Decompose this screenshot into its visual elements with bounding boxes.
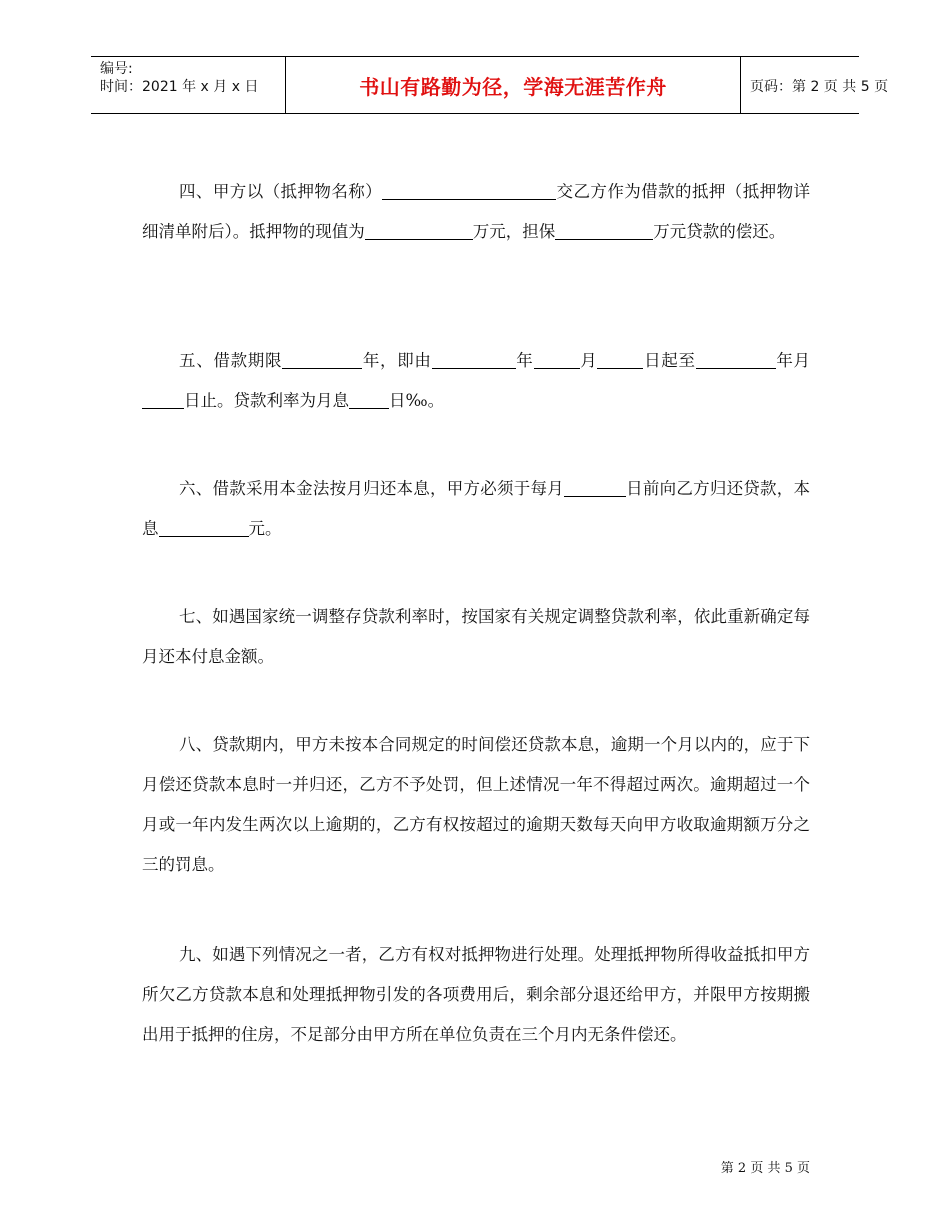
blank-collateral-name xyxy=(382,181,556,200)
blank-repayment-day xyxy=(564,478,626,497)
blank-loan-term xyxy=(282,350,362,369)
clause-5-text-f: 年 xyxy=(775,351,794,370)
clause-7: 七、如遇国家统一调整存贷款利率时，按国家有关规定调整贷款利率，依此重新确定每月还本付息金额。 xyxy=(142,607,810,666)
clause-5-text-d: 月 xyxy=(579,351,598,370)
clause-6 xyxy=(142,469,810,549)
blank-monthly-amount xyxy=(159,518,249,537)
header-page-number: 页码：第 2 页 共 5 页 xyxy=(750,78,889,95)
header-motto-cell xyxy=(285,57,741,114)
header-motto: 书山有路勤为径，学海无涯苦作舟 xyxy=(359,75,667,99)
clause-5-text-i: 日‰。 xyxy=(389,391,445,410)
clause-6-text-a: 六、借款采用本金法按月归还本息，甲方必须于每月 xyxy=(179,479,564,498)
clause-5-text-h: 日止。贷款利率为月息 xyxy=(184,391,349,410)
clause-5-text-a: 五、借款期限 xyxy=(179,351,283,370)
blank-start-year xyxy=(432,350,516,369)
blank-end-year xyxy=(696,350,776,369)
clause-8: 八、贷款期内，甲方未按本合同规定的时间偿还贷款本息，逾期一个月以内的，应于下月偿还贷款本息时一并归还，乙方不予处罚，但上述情况一年不得超过两次。逾期超过一个月或一年内发生两次以上逾期的，乙方有权按超过的逾期天数每天向甲方收取逾期额万分之三的罚息。 xyxy=(142,735,810,874)
header-right-cell xyxy=(741,57,889,114)
clause-5-text-c: 年 xyxy=(515,351,534,370)
document-code-label: 编号: xyxy=(100,61,133,77)
clause-5-text-b: 年，即由 xyxy=(362,351,432,370)
document-date: 时间：2021 年 x 月 x 日 xyxy=(100,79,259,95)
blank-start-day xyxy=(597,350,643,369)
footer-page-number: 第 2 页 共 5 页 xyxy=(720,1161,810,1176)
clause-6-text-b: 日前向乙方归还贷款，本息 xyxy=(142,479,811,538)
clause-4-text-d: 万元贷款的偿还。 xyxy=(653,222,786,241)
blank-end-month xyxy=(142,390,184,409)
clause-5-text-e: 日起至 xyxy=(643,351,696,370)
blank-collateral-value xyxy=(365,221,473,240)
clause-4-text-b: 交乙方作为借款的抵押（抵押物详细清单附后）。抵押物的现值为 xyxy=(142,182,811,241)
clause-6-text-c: 元。 xyxy=(248,519,282,538)
clause-4-text-c: 万元，担保 xyxy=(472,222,556,241)
header-left-cell xyxy=(91,57,285,114)
clause-5-text-g: 月 xyxy=(793,351,811,370)
clause-4-text-a: 四、甲方以（抵押物名称） xyxy=(179,182,383,201)
clause-5 xyxy=(142,341,810,421)
blank-interest-rate xyxy=(349,390,389,409)
blank-start-month xyxy=(534,350,580,369)
clause-9: 九、如遇下列情况之一者，乙方有权对抵押物进行处理。处理抵押物所得收益抵扣甲方所欠乙方贷款本息和处理抵押物引发的各项费用后，剩余部分退还给甲方，并限甲方按期搬出用于抵押的住房，不足部分由甲方所在单位负责在三个月内无条件偿还。 xyxy=(142,945,810,1044)
page-header xyxy=(91,56,889,114)
blank-guaranteed-amount xyxy=(555,221,653,240)
clause-4 xyxy=(142,172,810,252)
